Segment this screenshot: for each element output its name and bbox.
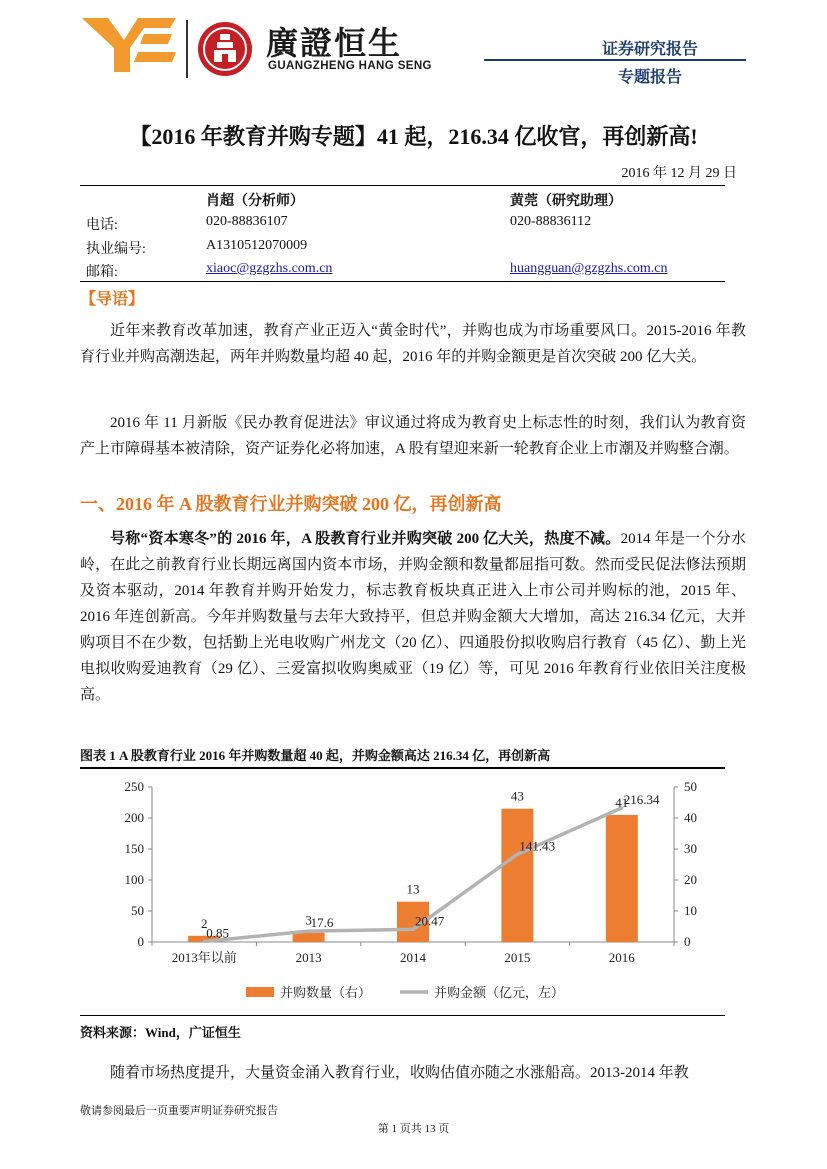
left-axis-tick-label: 250 <box>124 779 144 794</box>
right-axis-tick-label: 30 <box>684 841 697 856</box>
author-table-top-rule <box>80 185 725 186</box>
logo-divider <box>186 20 188 78</box>
figure-bottom-rule <box>80 1015 725 1016</box>
x-axis-tick-label: 2015 <box>504 950 531 965</box>
analyst-email-link[interactable]: xiaoc@gzgzhs.com.cn <box>206 261 333 276</box>
section-1-heading: 一、2016 年 A 股教育行业并购突破 200 亿，再创新高 <box>80 494 502 514</box>
bar-data-label: 13 <box>406 881 420 897</box>
line-data-label: 216.34 <box>623 791 660 807</box>
assistant-email-link[interactable]: huangguan@gzgzhs.com.cn <box>510 261 668 276</box>
bar-data-label: 43 <box>510 788 524 804</box>
bar-mark <box>606 815 638 942</box>
left-axis-tick-label: 150 <box>124 841 144 856</box>
left-axis-tick-label: 200 <box>124 810 144 825</box>
section-1-body: 2014 年是一个分水岭，在此之前教育行业长期远离国内资本市场，并购金额和数量都屈指可数。然而受民促法修法预期及资本驱动，2014 年教育并购开始发力，标志教育板块真正进入上市公司并购标的池，2015 年、2016 年连创新高。今年并购数量与去年大致持平，但总并购金额大大增加，高达 216.34 亿元，大并购项目不在少数，包括勤上光电收购广州龙文（20 亿）、四通股份拟收购启行教育（45 亿）、勤上光电拟收购爱迪教育（29 亿）、三爱富拟收购奥威亚（19 亿）等，可见 2016 年教育行业依旧关注度极高。 <box>80 531 746 703</box>
header-divider <box>484 59 746 61</box>
phone-label: 电话: <box>86 218 118 233</box>
legend-bar-swatch <box>246 987 274 997</box>
report-title: 【2016 年教育并购专题】41 起，216.34 亿收官，再创新高! <box>129 124 698 149</box>
bar-data-label: 3 <box>305 912 312 928</box>
page-number: 第 1 页共 13 页 <box>377 1123 450 1135</box>
bar-mark <box>501 809 533 942</box>
figure-1-chart <box>80 772 746 1012</box>
analyst-cert: A1310512070009 <box>206 238 308 253</box>
right-axis-tick-label: 40 <box>684 810 697 825</box>
x-axis-tick-label: 2013年以前 <box>171 950 237 965</box>
brand-name: 廣證恒生 <box>266 24 403 62</box>
bar-data-label: 2 <box>200 915 208 931</box>
figure-1-source: 资料来源：Wind，广证恒生 <box>80 1025 241 1040</box>
assistant-phone: 020-88836112 <box>510 214 592 229</box>
x-axis-tick-label: 2016 <box>608 950 635 965</box>
left-axis-tick-label: 0 <box>137 934 144 949</box>
left-axis-tick-label: 100 <box>124 872 144 887</box>
figure-1-caption: 图表 1 A 股教育行业 2016 年并购数量超 40 起，并购金额高达 216.34 亿，再创新高 <box>80 748 551 763</box>
hang-seng-seal-icon <box>196 20 254 78</box>
left-axis-tick-label: 50 <box>131 903 144 918</box>
report-subtype: 专题报告 <box>617 67 682 86</box>
brand-english-name: GUANGZHENG HANG SENG <box>268 60 432 72</box>
right-axis-tick-label: 50 <box>684 779 697 794</box>
analyst-name: 肖超（分析师） <box>206 194 304 209</box>
right-axis-tick-label: 20 <box>684 872 697 887</box>
right-axis-tick-label: 10 <box>684 903 697 918</box>
legend-bar-label: 并购数量（右） <box>280 985 372 1000</box>
closing-paragraph: 随着市场热度提升，大量资金涌入教育行业，收购估值亦随之水涨船高。2013-2014 年教 <box>110 1065 689 1081</box>
lead-paragraph-2: 2016 年 11 月新版《民办教育促进法》审议通过将成为教育史上标志性的时刻，我们认为教育资产上市障碍基本被清除，资产证券化必将加速，A 股有望迎来新一轮教育企业上市潮及并购整合潮。 <box>80 415 746 457</box>
author-table-bottom-rule <box>80 281 725 282</box>
x-axis-tick-label: 2013 <box>295 950 322 965</box>
report-type: 证券研究报告 <box>601 39 698 58</box>
section-1-paragraph <box>80 526 746 708</box>
line-data-label: 141.43 <box>519 838 556 854</box>
lead-paragraph-1: 近年来教育改革加速，教育产业正迈入“黄金时代”，并购也成为市场重要风口。2015-2016 年教育行业并购高潮迭起，两年并购数量均超 40 起，2016 年的并购金额更是首次突破 200 亿大关。 <box>80 323 746 365</box>
report-date: 2016 年 12 月 29 日 <box>621 166 737 181</box>
right-axis-tick-label: 0 <box>684 934 691 949</box>
bar-data-label: 41 <box>615 794 629 810</box>
bar-mark <box>293 933 325 942</box>
line-data-label: 17.6 <box>310 915 334 931</box>
x-axis-tick-label: 2014 <box>400 950 426 965</box>
line-data-label: 0.85 <box>206 925 229 941</box>
section-1-bold-lead: 号称“资本寒冬”的 2016 年，A 股教育行业并购突破 200 亿大关，热度不减。 <box>110 531 621 547</box>
figure-top-rule <box>80 767 725 769</box>
guangzheng-logo-icon <box>80 14 180 76</box>
email-label: 邮箱: <box>86 265 118 280</box>
lead-heading: 【导语】 <box>80 289 145 308</box>
cert-label: 执业编号: <box>86 242 146 257</box>
footer-disclaimer: 敬请参阅最后一页重要声明证券研究报告 <box>80 1105 278 1117</box>
line-data-label: 20.47 <box>415 913 445 929</box>
assistant-name: 黄莞（研究助理） <box>510 194 622 209</box>
legend-line-label: 并购金额（亿元，左） <box>434 985 565 1000</box>
analyst-phone: 020-88836107 <box>206 214 288 229</box>
